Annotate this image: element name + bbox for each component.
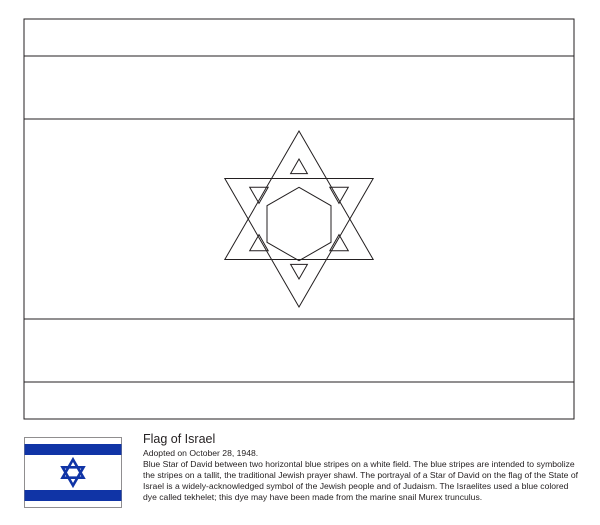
color-flag-thumbnail: [24, 437, 122, 508]
caption-description: Blue Star of David between two horizontal blue stripes on a white field. The blue stripes are intended to symbolize the stripes on a tallit, the traditional Jewish prayer shawl. The portrayal of a Star of David on the flag of the State of Israel is a widely-acknowledged symbol of the Jewish people and of Judaism. The Israelites used a blue colored dye called tekhelet; this dye may have been made from the marine snail Murex trunculus.: [143, 459, 579, 502]
flag-border: [24, 19, 574, 419]
thumbnail-bottom-stripe: [25, 490, 122, 501]
caption-title: Flag of Israel: [143, 432, 216, 446]
flag-caption: [143, 432, 583, 503]
caption-adopted-date: Adopted on October 28, 1948.: [143, 448, 259, 458]
thumbnail-top-stripe: [25, 444, 122, 455]
